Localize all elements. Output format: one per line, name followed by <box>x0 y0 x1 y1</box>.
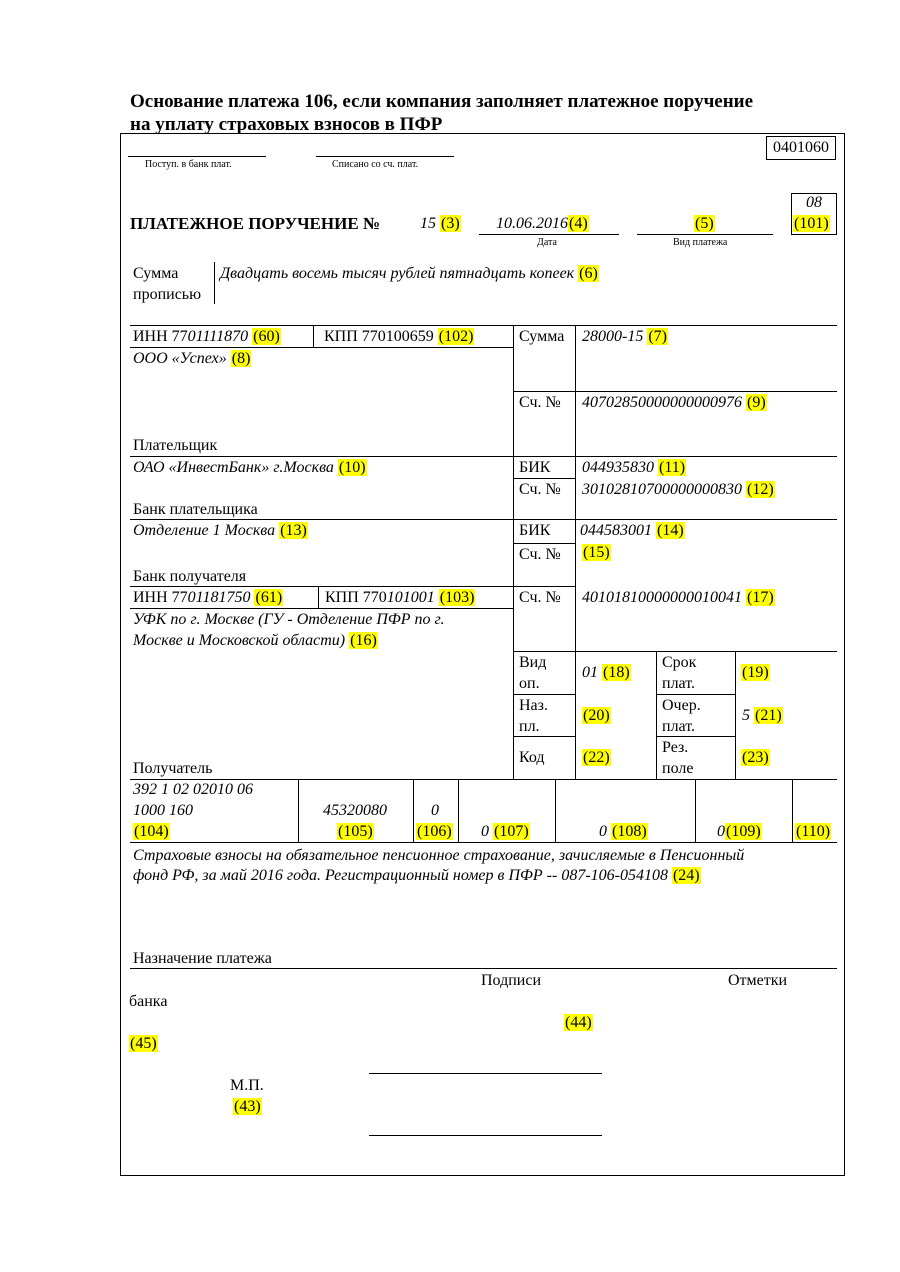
f108-value: 0 <box>599 823 607 840</box>
grid-line-651 <box>513 651 837 652</box>
order-number <box>420 214 461 234</box>
amount-words-label-1: Сумма <box>133 265 179 282</box>
grid-v-695 <box>695 779 696 842</box>
payer-acc <box>582 393 767 413</box>
mark-110: (110) <box>796 823 831 840</box>
payer-name <box>133 349 251 369</box>
amount-words-value: Двадцать восемь тысяч рублей пятнадцать копеек <box>220 265 575 282</box>
mark-4: (4) <box>569 215 588 232</box>
mark-19: (19) <box>742 664 769 681</box>
grid-line-842 <box>130 842 837 843</box>
mark-103: (103) <box>439 589 475 606</box>
rez-label-1: Рез. <box>662 739 689 756</box>
grid-v-298 <box>298 779 299 842</box>
signs-label: Подписи <box>481 972 542 989</box>
mark-22: (22) <box>583 749 610 766</box>
date-label: Дата <box>537 237 557 248</box>
recipient-kpp-prefix: КПП 770 <box>325 589 387 606</box>
payer-bank-acc-label: Сч. № <box>519 481 561 498</box>
mark-60: (60) <box>253 328 280 345</box>
mark-61: (61) <box>255 589 283 606</box>
ocher-label-1: Очер. <box>662 697 701 714</box>
vid-op <box>582 663 631 683</box>
f109-value: 0 <box>717 823 725 840</box>
recipient-bank-acc-label: Сч. № <box>519 546 561 563</box>
grid-line-478 <box>513 478 575 479</box>
mark-45: (45) <box>130 1035 157 1052</box>
form-code: 0401060 <box>766 136 836 160</box>
grid-v-575 <box>575 325 576 779</box>
kod-label: Код <box>519 749 545 766</box>
pay-type-line <box>637 234 773 235</box>
form-frame <box>120 133 845 1176</box>
grid-v-792 <box>792 779 793 842</box>
payer-sum-label: Сумма <box>519 328 565 345</box>
payer-kpp-value: КПП 770100659 <box>324 328 434 345</box>
rez-label-2: поле <box>662 760 694 777</box>
recipient-bank-label: Банк получателя <box>133 568 247 585</box>
recipient-label: Получатель <box>133 760 213 777</box>
kbk-mark <box>133 822 170 842</box>
payer-label: Плательщик <box>133 437 218 454</box>
written-off-line <box>316 156 454 157</box>
recipient-bank-name-value: Отделение 1 Москва <box>133 522 276 539</box>
recipient-name-line-2 <box>133 631 378 651</box>
naz-label-2: пл. <box>519 718 540 735</box>
recipient-acc-label: Сч. № <box>519 589 561 606</box>
bank-received-line <box>128 156 266 157</box>
sign-mark <box>564 1013 593 1033</box>
recipient-inn <box>133 588 283 608</box>
srok-label-2: плат. <box>662 675 696 692</box>
pay-type-label: Вид платежа <box>673 237 728 248</box>
purpose-line-2-value: фонд РФ, за май 2016 года. Регистрационный номер в ПФР -- 087-106-054108 <box>133 867 668 884</box>
grid-line-347 <box>130 347 513 348</box>
payer-bank-label: Банк плательщика <box>133 501 258 518</box>
mark-105: (105) <box>338 823 373 840</box>
srok <box>741 663 770 683</box>
kbk-line-2: 1000 160 <box>133 802 193 819</box>
mark-12: (12) <box>747 481 774 498</box>
payer-sum-value: 28000-15 <box>582 328 644 345</box>
payer-name-value: ООО «Успех» <box>133 350 227 367</box>
recipient-bank-acc <box>582 543 611 563</box>
recipient-bank-bik <box>580 521 685 541</box>
mark-23: (23) <box>742 749 769 766</box>
payer-acc-value: 40702850000000000976 <box>582 394 742 411</box>
mark-109: (109) <box>726 823 761 840</box>
mark-102: (102) <box>438 328 474 345</box>
mark-11: (11) <box>659 459 686 476</box>
date-line <box>479 234 619 235</box>
kbk-line-1: 392 1 02 02010 06 <box>133 781 253 798</box>
grid-line-694 <box>513 694 575 695</box>
recipient-bank-bik-label: БИК <box>519 522 551 539</box>
mark-104: (104) <box>134 823 169 840</box>
grid-v-555 <box>555 779 556 842</box>
recipient-acc <box>582 588 775 608</box>
written-off-label: Списано со сч. плат. <box>332 159 419 170</box>
signature-line-1 <box>369 1073 602 1074</box>
grid-line-694b <box>656 694 735 695</box>
payer-inn <box>133 327 281 347</box>
grid-v-313 <box>313 325 314 347</box>
grid-line-391 <box>513 391 837 392</box>
recipient-acc-value: 40101810000000010041 <box>582 589 742 606</box>
oktmo-mark <box>337 822 374 842</box>
mark-108: (108) <box>612 823 647 840</box>
order-number-value: 15 <box>420 215 436 232</box>
mark-21: (21) <box>755 707 782 724</box>
mark-15: (15) <box>583 544 610 561</box>
payer-bank-bik-label: БИК <box>519 459 551 476</box>
oktmo-value: 45320080 <box>323 802 387 819</box>
naz-label-1: Наз. <box>519 697 548 714</box>
payer-bank-bik <box>582 458 686 478</box>
f106-mark <box>416 822 453 842</box>
mp-mark <box>233 1097 262 1117</box>
ocher <box>742 706 783 726</box>
bank-received-label: Поступ. в банк плат. <box>145 159 232 170</box>
mark-107: (107) <box>494 823 529 840</box>
mark-16: (16) <box>350 632 377 649</box>
f106-value: 0 <box>431 802 439 819</box>
heading-line-1: Основание платежа 106, если компания заполняет платежное поручение <box>130 91 754 112</box>
mark-7: (7) <box>648 328 667 345</box>
payer-sum <box>582 327 668 347</box>
mark-17: (17) <box>747 589 774 606</box>
grid-v-318 <box>318 586 319 608</box>
grid-line-325 <box>130 325 837 326</box>
bank-mark <box>129 1034 158 1054</box>
payer-bank-name-value: ОАО «ИнвестБанк» г.Москва <box>133 459 334 476</box>
payer-bank-acc-value: 30102810700000000830 <box>582 481 742 498</box>
grid-v-413 <box>413 779 414 842</box>
recipient-name-line-2-value: Москве и Московской области) <box>133 632 346 649</box>
mp-label: М.П. <box>230 1077 264 1094</box>
f109 <box>717 822 762 842</box>
purpose-line-1: Страховые взносы на обязательное пенсионное страхование, зачисляемые в Пенсионный <box>133 847 745 864</box>
mark-101: (101) <box>794 215 829 232</box>
rez <box>741 748 770 768</box>
grid-line-543 <box>513 543 575 544</box>
mark-3: (3) <box>441 215 460 232</box>
payer-kpp <box>324 327 474 347</box>
mark-14: (14) <box>657 522 684 539</box>
bank-label: банка <box>129 993 168 1010</box>
mark-43: (43) <box>234 1098 261 1115</box>
f107 <box>481 822 530 842</box>
grid-v-735 <box>735 651 736 779</box>
amount-words-divider <box>214 262 215 304</box>
grid-v-513 <box>513 325 514 779</box>
mark-44: (44) <box>565 1014 592 1031</box>
payer-bank-bik-value: 044935830 <box>582 459 654 476</box>
purpose-label: Назначение платежа <box>133 950 272 967</box>
status-mark <box>793 214 830 234</box>
pay-type <box>694 214 715 234</box>
kod <box>582 748 611 768</box>
mark-18: (18) <box>603 664 630 681</box>
recipient-kpp-rest: 101001 <box>386 589 435 606</box>
heading-line-2: на уплату страховых взносов в ПФР <box>130 114 443 135</box>
payer-bank-name <box>133 458 367 478</box>
ocher-label-2: плат. <box>662 718 696 735</box>
grid-line-608 <box>130 608 513 609</box>
recipient-bank-bik-value: 044583001 <box>580 522 652 539</box>
payer-bank-acc <box>582 480 775 500</box>
grid-v-656 <box>656 651 657 779</box>
recipient-bank-name <box>133 521 308 541</box>
order-date <box>496 214 589 234</box>
f108 <box>599 822 648 842</box>
vid-op-label-1: Вид <box>519 654 547 671</box>
amount-words <box>220 264 599 284</box>
recipient-kpp <box>325 588 475 608</box>
mark-20: (20) <box>583 707 610 724</box>
srok-label-1: Срок <box>662 654 697 671</box>
signature-line-2 <box>369 1135 602 1136</box>
mark-10: (10) <box>338 459 366 476</box>
f107-value: 0 <box>481 823 489 840</box>
order-date-value: 10.06.2016 <box>496 215 568 232</box>
mark-24: (24) <box>672 867 700 884</box>
recipient-name-line-1: УФК по г. Москве (ГУ - Отделение ПФР по г. <box>133 611 445 628</box>
mark-13: (13) <box>280 522 307 539</box>
vid-op-value: 01 <box>582 664 598 681</box>
mark-5: (5) <box>695 215 714 232</box>
marks-label: Отметки <box>728 972 788 989</box>
status-value: 08 <box>806 194 822 211</box>
mark-106: (106) <box>417 823 452 840</box>
purpose-line-2 <box>133 866 701 886</box>
form-title: ПЛАТЕЖНОЕ ПОРУЧЕНИЕ № <box>130 214 381 233</box>
payer-inn-prefix: ИНН 77 <box>133 328 188 345</box>
f110 <box>795 822 831 842</box>
grid-line-456 <box>130 456 837 457</box>
payer-inn-rest: 01111870 <box>187 328 249 345</box>
recipient-inn-prefix: ИНН 77 <box>133 589 188 606</box>
amount-words-label-2: прописью <box>133 286 202 303</box>
vid-op-label-2: оп. <box>519 675 540 692</box>
payer-acc-label: Сч. № <box>519 394 561 411</box>
grid-v-458 <box>458 779 459 842</box>
recipient-inn-rest: 01181750 <box>187 589 251 606</box>
mark-6: (6) <box>579 265 598 282</box>
mark-9: (9) <box>747 394 766 411</box>
ocher-value: 5 <box>742 707 750 724</box>
naz <box>582 706 611 726</box>
mark-8: (8) <box>231 350 251 367</box>
